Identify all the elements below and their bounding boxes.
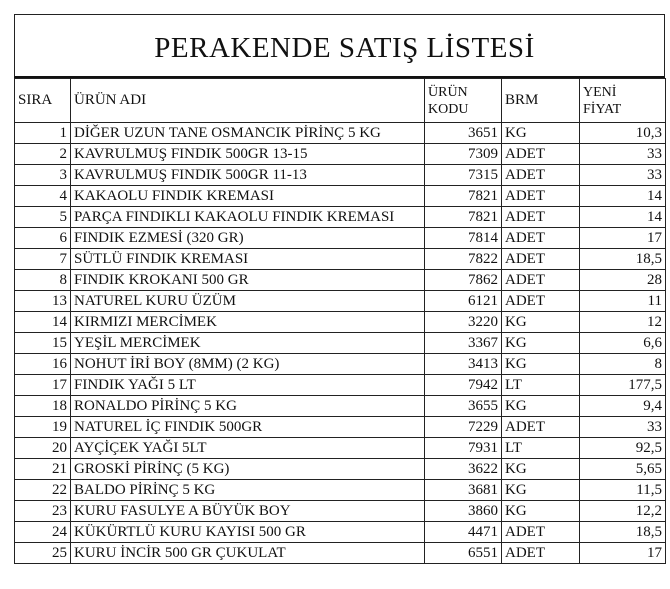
cell-name: PARÇA FINDIKLI KAKAOLU FINDIK KREMASI [71,207,425,228]
table-row [15,165,666,186]
cell-code: 7814 [425,228,502,249]
table-row [15,543,666,564]
header-price-line2: FİYAT [583,101,622,117]
cell-code: 3367 [425,333,502,354]
cell-price: 17 [580,228,666,249]
table-row [15,333,666,354]
cell-no: 3 [15,165,71,186]
table-row [15,480,666,501]
cell-code: 7862 [425,270,502,291]
table-header [15,79,666,123]
cell-no: 21 [15,459,71,480]
cell-unit: KG [502,354,580,375]
cell-unit: LT [502,375,580,396]
cell-price: 6,6 [580,333,666,354]
cell-price: 5,65 [580,459,666,480]
cell-no: 7 [15,249,71,270]
cell-code: 7821 [425,207,502,228]
cell-code: 7229 [425,417,502,438]
cell-name: KAKAOLU FINDIK KREMASI [71,186,425,207]
cell-name: SÜTLÜ FINDIK KREMASI [71,249,425,270]
cell-unit: ADET [502,228,580,249]
cell-no: 1 [15,123,71,144]
cell-price: 92,5 [580,438,666,459]
cell-code: 3681 [425,480,502,501]
cell-no: 18 [15,396,71,417]
header-code [425,79,502,123]
cell-unit: ADET [502,270,580,291]
price-table [14,78,666,564]
cell-name: KURU FASULYE A BÜYÜK BOY [71,501,425,522]
table-row [15,375,666,396]
cell-no: 4 [15,186,71,207]
header-price-line1: YENİ [583,84,617,100]
cell-unit: ADET [502,291,580,312]
header-price [580,79,666,123]
cell-price: 28 [580,270,666,291]
cell-name: DİĞER UZUN TANE OSMANCIK PİRİNÇ 5 KG [71,123,425,144]
cell-code: 7822 [425,249,502,270]
cell-name: YEŞİL MERCİMEK [71,333,425,354]
cell-code: 7309 [425,144,502,165]
cell-name: FINDIK KROKANI 500 GR [71,270,425,291]
table-row [15,207,666,228]
cell-code: 6551 [425,543,502,564]
cell-price: 177,5 [580,375,666,396]
cell-code: 4471 [425,522,502,543]
table-row [15,417,666,438]
cell-name: NATUREL İÇ FINDIK 500GR [71,417,425,438]
table-row [15,270,666,291]
cell-price: 14 [580,186,666,207]
cell-unit: ADET [502,417,580,438]
cell-price: 33 [580,144,666,165]
cell-no: 17 [15,375,71,396]
table-row [15,354,666,375]
cell-price: 18,5 [580,522,666,543]
cell-no: 24 [15,522,71,543]
cell-unit: KG [502,480,580,501]
table-row [15,396,666,417]
cell-code: 7931 [425,438,502,459]
cell-price: 18,5 [580,249,666,270]
cell-unit: ADET [502,522,580,543]
cell-code: 3220 [425,312,502,333]
header-code-line1: ÜRÜN [428,84,468,100]
table-row [15,144,666,165]
cell-no: 15 [15,333,71,354]
cell-unit: ADET [502,207,580,228]
cell-no: 13 [15,291,71,312]
table-row [15,291,666,312]
title-box [14,14,665,78]
cell-price: 17 [580,543,666,564]
cell-name: KÜKÜRTLÜ KURU KAYISI 500 GR [71,522,425,543]
cell-unit: ADET [502,165,580,186]
cell-code: 6121 [425,291,502,312]
cell-code: 3413 [425,354,502,375]
cell-name: BALDO PİRİNÇ 5 KG [71,480,425,501]
cell-name: RONALDO PİRİNÇ 5 KG [71,396,425,417]
cell-code: 7942 [425,375,502,396]
cell-unit: ADET [502,144,580,165]
cell-no: 16 [15,354,71,375]
cell-no: 19 [15,417,71,438]
cell-name: KAVRULMUŞ FINDIK 500GR 13-15 [71,144,425,165]
cell-no: 2 [15,144,71,165]
cell-code: 3651 [425,123,502,144]
cell-unit: KG [502,459,580,480]
cell-unit: LT [502,438,580,459]
cell-price: 8 [580,354,666,375]
table-row [15,522,666,543]
cell-no: 14 [15,312,71,333]
cell-name: KAVRULMUŞ FINDIK 500GR 11-13 [71,165,425,186]
cell-name: FINDIK EZMESİ (320 GR) [71,228,425,249]
cell-no: 23 [15,501,71,522]
cell-code: 3622 [425,459,502,480]
cell-unit: KG [502,333,580,354]
cell-price: 10,3 [580,123,666,144]
cell-no: 5 [15,207,71,228]
cell-price: 9,4 [580,396,666,417]
cell-price: 11,5 [580,480,666,501]
cell-code: 3860 [425,501,502,522]
cell-unit: KG [502,312,580,333]
cell-no: 20 [15,438,71,459]
cell-price: 14 [580,207,666,228]
cell-price: 12 [580,312,666,333]
cell-code: 3655 [425,396,502,417]
cell-name: AYÇİÇEK YAĞI 5LT [71,438,425,459]
cell-code: 7821 [425,186,502,207]
table-row [15,186,666,207]
cell-price: 33 [580,165,666,186]
cell-unit: KG [502,501,580,522]
cell-price: 12,2 [580,501,666,522]
header-unit: BRM [502,79,580,123]
cell-code: 7315 [425,165,502,186]
cell-no: 6 [15,228,71,249]
table-row [15,312,666,333]
header-name: ÜRÜN ADI [71,79,425,123]
header-code-line2: KODU [428,101,469,117]
header-no: SIRA [15,79,71,123]
cell-price: 11 [580,291,666,312]
cell-name: GROSKİ PİRİNÇ (5 KG) [71,459,425,480]
cell-price: 33 [580,417,666,438]
page-title: PERAKENDE SATIŞ LİSTESİ [154,32,535,64]
cell-no: 8 [15,270,71,291]
cell-unit: ADET [502,249,580,270]
cell-no: 22 [15,480,71,501]
header-row [15,79,666,123]
table-body [15,123,666,564]
table-row [15,501,666,522]
table-row [15,249,666,270]
table-row [15,228,666,249]
table-row [15,438,666,459]
table-row [15,459,666,480]
cell-unit: KG [502,123,580,144]
cell-unit: ADET [502,543,580,564]
cell-name: NOHUT İRİ BOY (8MM) (2 KG) [71,354,425,375]
cell-no: 25 [15,543,71,564]
cell-name: KIRMIZI MERCİMEK [71,312,425,333]
cell-name: FINDIK YAĞI 5 LT [71,375,425,396]
cell-name: KURU İNCİR 500 GR ÇUKULAT [71,543,425,564]
cell-unit: ADET [502,186,580,207]
table-row [15,123,666,144]
cell-unit: KG [502,396,580,417]
cell-name: NATUREL KURU ÜZÜM [71,291,425,312]
